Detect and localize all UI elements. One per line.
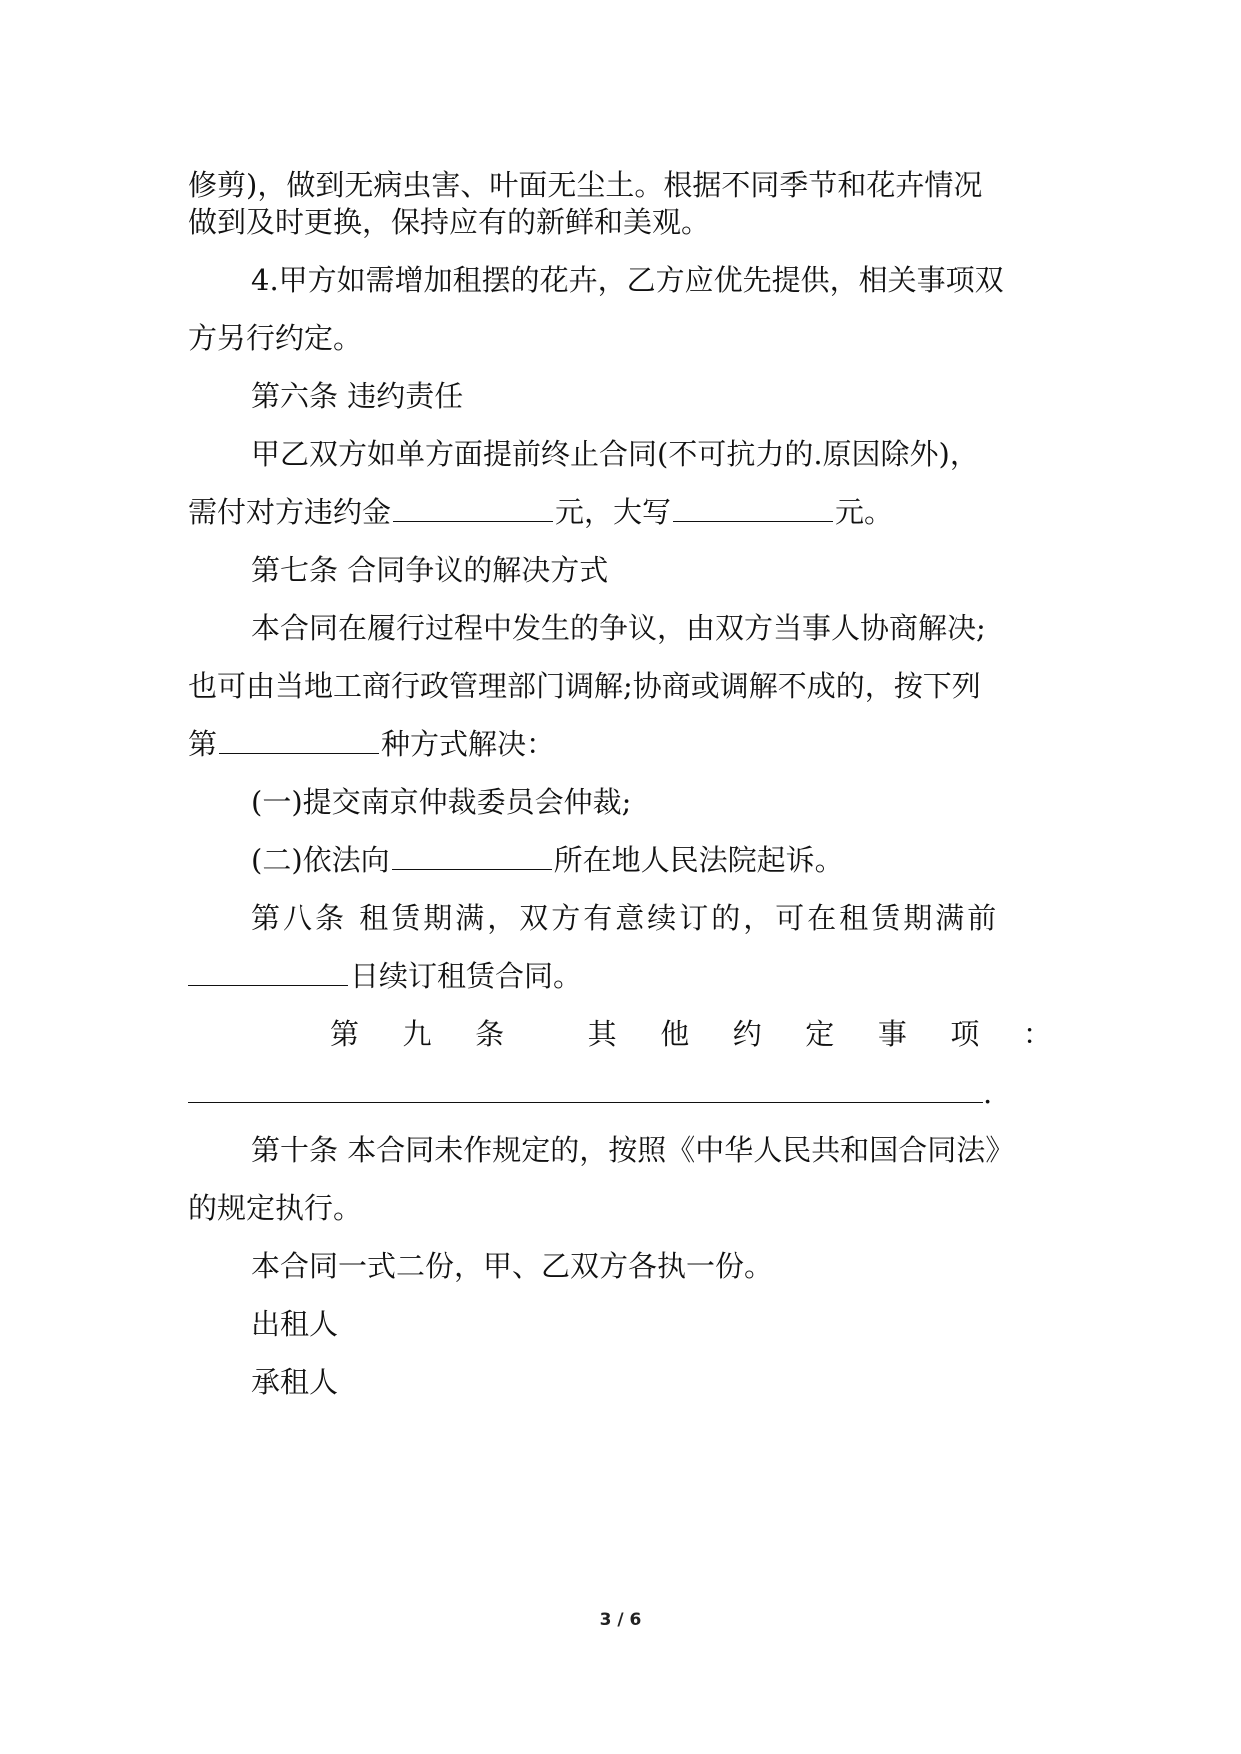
paragraph-line [188,494,893,530]
text-segment: 元，大写 [555,495,672,529]
text-segment: 需付对方违约金 [188,495,392,529]
fill-in-blank [393,495,553,522]
signature-label: 出租人 [251,1307,339,1341]
signature-label: 承租人 [251,1365,339,1399]
heading-char: ： [1022,1017,1052,1051]
paragraph-line [188,1074,992,1111]
paragraph-line: 修剪)，做到无病虫害、叶面无尘土。根据不同季节和花卉情况 [188,168,983,202]
paragraph-line: 本合同一式二份，甲、乙双方各执一份。 [251,1249,774,1283]
list-item: (一)提交南京仲裁委员会仲裁; [251,785,632,819]
section-heading: 第八条 租赁期满，双方有意续订的，可在租赁期满前 [251,901,1000,935]
text-segment: 种方式解决： [381,727,556,761]
heading-char: 他 [660,1017,690,1051]
text-segment: 日续订租赁合同。 [350,959,583,993]
paragraph-line: 甲乙双方如单方面提前终止合同(不可抗力的.原因除外)， [251,437,979,471]
page-number: 3 / 6 [599,1610,642,1630]
heading-char: 约 [732,1017,762,1051]
section-heading-spaced [330,1016,1052,1052]
heading-char: 第 [330,1017,360,1051]
section-heading: 第七条 合同争议的解决方式 [251,553,609,587]
text-segment: 第 [188,727,218,761]
fill-in-blank [188,1074,983,1103]
list-item [251,842,844,878]
heading-char: 定 [805,1017,835,1051]
paragraph-line: 方另行约定。 [188,321,363,355]
paragraph-line: 也可由当地工商行政管理部门调解;协商或调解不成的，按下列 [188,669,981,703]
paragraph-line [188,726,555,762]
text-segment: . [983,1076,993,1110]
paragraph-line: 本合同在履行过程中发生的争议，由双方当事人协商解决; [251,611,986,645]
fill-in-blank [219,727,379,754]
fill-in-blank [188,959,348,986]
heading-char: 条 [475,1017,505,1051]
text-segment: 所在地人民法院起诉。 [553,843,844,877]
text-segment: (二)依法向 [251,843,390,877]
heading-char: 项 [950,1017,980,1051]
paragraph-line [188,958,582,994]
heading-char: 事 [877,1017,907,1051]
fill-in-blank [392,843,552,870]
section-heading: 第六条 违约责任 [251,379,464,413]
heading-char: 九 [402,1017,432,1051]
paragraph-line: 4.甲方如需增加租摆的花卉，乙方应优先提供，相关事项双 [251,263,1004,297]
section-heading: 第十条 本合同未作规定的，按照《中华人民共和国合同法》 [251,1133,1015,1167]
fill-in-blank [673,495,833,522]
text-segment: 元。 [835,495,894,529]
heading-char: 其 [587,1017,617,1051]
paragraph-line: 的规定执行。 [188,1191,363,1225]
paragraph-line: 做到及时更换，保持应有的新鲜和美观。 [188,205,711,239]
